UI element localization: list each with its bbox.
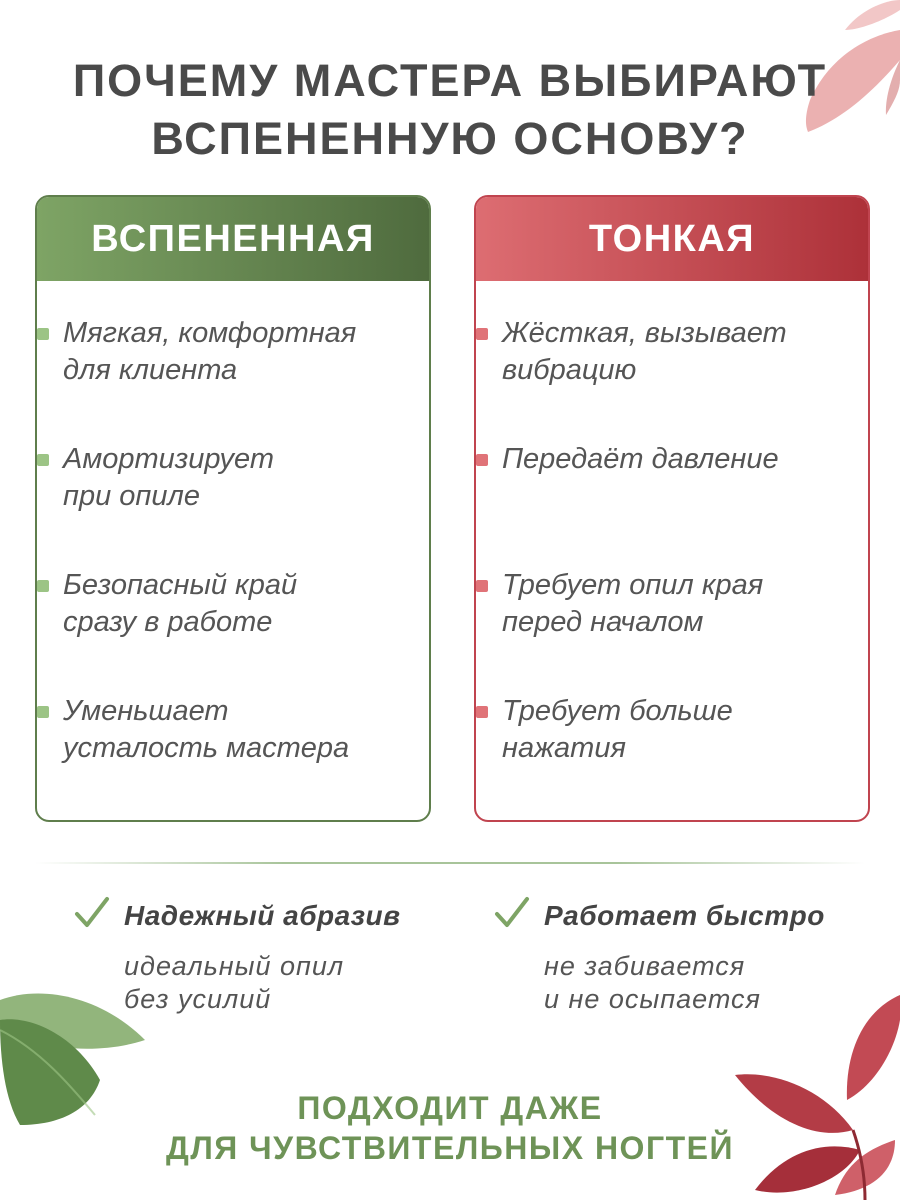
thin-item-2-line-1: Передаёт давление xyxy=(502,443,779,475)
footer-tagline xyxy=(0,1088,900,1168)
title-line-1: ПОЧЕМУ МАСТЕРА ВЫБИРАЮТ xyxy=(72,55,828,106)
bullet-icon xyxy=(476,328,488,340)
feature-fast-sub-1: не забивается xyxy=(544,951,746,981)
foam-item-4 xyxy=(63,693,413,767)
foam-item-2 xyxy=(63,441,413,515)
foam-item-4-line-2: усталость мастера xyxy=(63,732,350,764)
thin-item-2 xyxy=(502,441,852,478)
thin-item-1 xyxy=(502,315,852,389)
bullet-icon xyxy=(37,580,49,592)
thin-card-title: ТОНКАЯ xyxy=(476,197,868,281)
check-icon xyxy=(72,894,112,934)
footer-line-2: ДЛЯ ЧУВСТВИТЕЛЬНЫХ НОГТЕЙ xyxy=(166,1130,734,1166)
feature-abrasive-sub-1: идеальный опил xyxy=(124,951,345,981)
foam-item-1 xyxy=(63,315,413,389)
bullet-icon xyxy=(476,706,488,718)
foam-item-3-line-2: сразу в работе xyxy=(63,606,273,638)
title-line-2: ВСПЕНЕННУЮ ОСНОВУ? xyxy=(151,113,749,164)
foam-item-3 xyxy=(63,567,413,641)
thin-item-3-line-1: Требует опил края xyxy=(502,569,764,601)
thin-item-4-line-2: нажатия xyxy=(502,732,626,764)
feature-abrasive-subtitle xyxy=(124,950,344,1016)
thin-item-1-line-1: Жёсткая, вызывает xyxy=(502,317,787,349)
thin-item-3-line-2: перед началом xyxy=(502,606,704,638)
divider xyxy=(35,862,865,864)
bullet-icon xyxy=(37,706,49,718)
thin-item-4 xyxy=(502,693,852,767)
bullet-icon xyxy=(476,580,488,592)
bullet-icon xyxy=(37,454,49,466)
thin-card xyxy=(474,195,870,822)
foam-card xyxy=(35,195,431,822)
thin-item-4-line-1: Требует больше xyxy=(502,695,733,727)
check-icon xyxy=(492,894,532,934)
thin-item-1-line-2: вибрацию xyxy=(502,354,637,386)
feature-fast-sub-2: и не осыпается xyxy=(544,984,761,1014)
foam-item-1-line-2: для клиента xyxy=(63,354,238,386)
bullet-icon xyxy=(476,454,488,466)
foam-item-2-line-1: Амортизирует xyxy=(63,443,275,475)
foam-card-title: ВСПЕНЕННАЯ xyxy=(37,197,429,281)
feature-abrasive-title: Надежный абразив xyxy=(124,900,401,931)
feature-abrasive-sub-2: без усилий xyxy=(124,984,272,1014)
feature-fast-subtitle xyxy=(544,950,761,1016)
bullet-icon xyxy=(37,328,49,340)
foam-item-3-line-1: Безопасный край xyxy=(63,569,298,601)
thin-item-3 xyxy=(502,567,852,641)
foam-item-2-line-2: при опиле xyxy=(63,480,200,512)
foam-item-1-line-1: Мягкая, комфортная xyxy=(63,317,357,349)
feature-fast-title: Работает быстро xyxy=(544,900,825,931)
footer-line-1: ПОДХОДИТ ДАЖЕ xyxy=(297,1090,603,1126)
page-title xyxy=(0,52,900,168)
foam-item-4-line-1: Уменьшает xyxy=(63,695,229,727)
